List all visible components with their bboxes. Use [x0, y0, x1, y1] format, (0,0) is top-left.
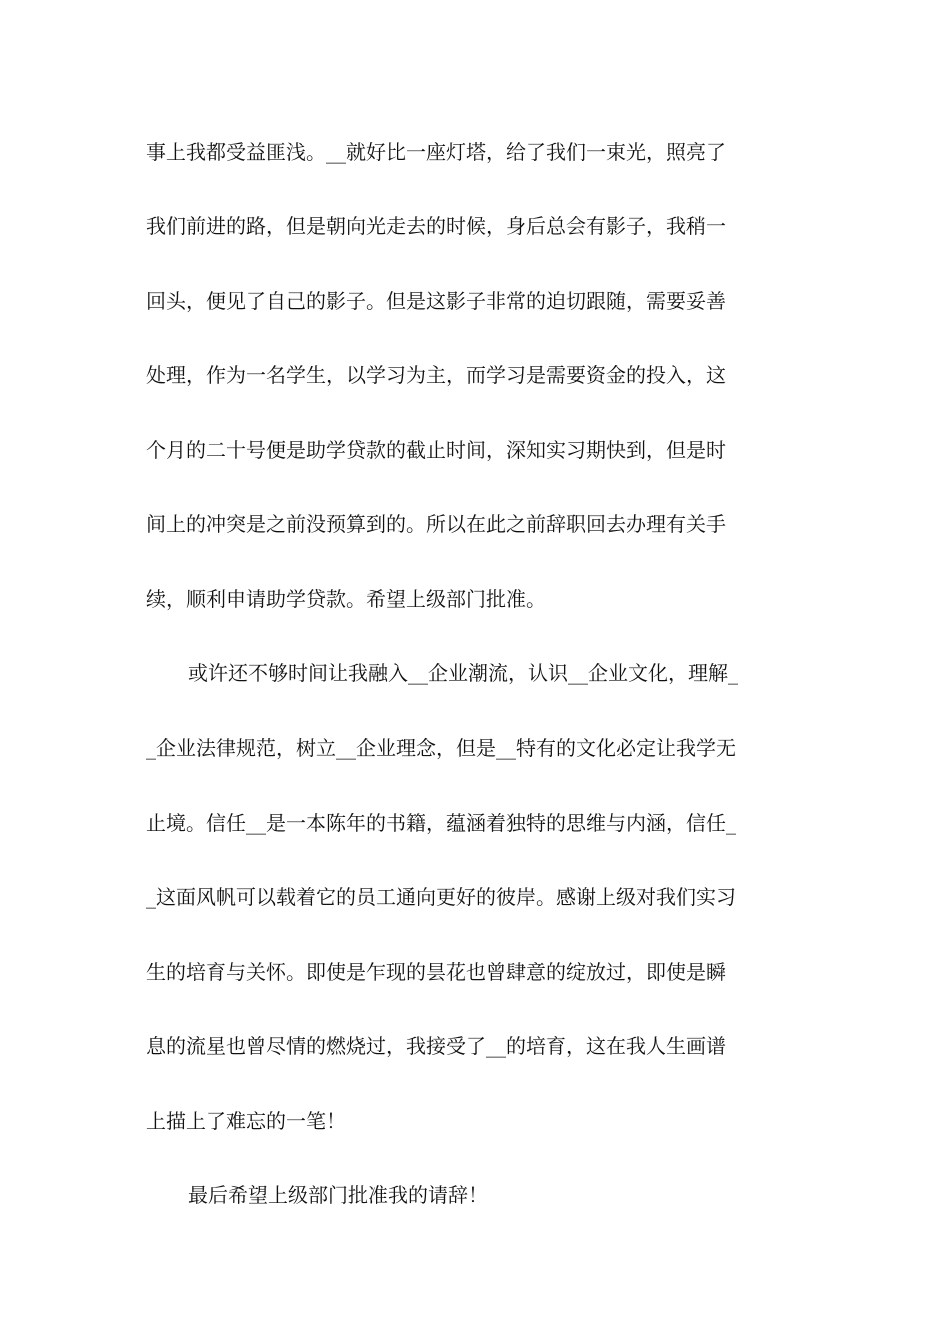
paragraph-line: 止境。信任__是一本陈年的书籍，蕴涵着独特的思维与内涵，信任_	[146, 811, 736, 835]
paragraph-line: 上描上了难忘的一笔！	[146, 1109, 346, 1133]
paragraph-line: 事上我都受益匪浅。__就好比一座灯塔，给了我们一束光，照亮了	[146, 140, 726, 164]
paragraph-line: 我们前进的路，但是朝向光走去的时候，身后总会有影子，我稍一	[146, 214, 726, 238]
paragraph-line: 回头，便见了自己的影子。但是这影子非常的迫切跟随，需要妥善	[146, 289, 726, 313]
paragraph-line: 间上的冲突是之前没预算到的。所以在此之前辞职回去办理有关手	[146, 512, 726, 536]
paragraph-line: 息的流星也曾尽情的燃烧过，我接受了__的培育，这在我人生画谱	[146, 1034, 726, 1058]
paragraph-line: _这面风帆可以载着它的员工通向更好的彼岸。感谢上级对我们实习	[146, 885, 736, 909]
paragraph-line: 处理，作为一名学生，以学习为主，而学习是需要资金的投入，这	[146, 363, 726, 387]
paragraph-line: 最后希望上级部门批准我的请辞！	[188, 1183, 488, 1207]
paragraph-line: 或许还不够时间让我融入__企业潮流，认识__企业文化，理解_	[188, 661, 738, 685]
paragraph-line: _企业法律规范，树立__企业理念，但是__特有的文化必定让我学无	[146, 736, 736, 760]
paragraph-line: 生的培育与关怀。即使是乍现的昙花也曾肆意的绽放过，即使是瞬	[146, 960, 726, 984]
paragraph-line: 个月的二十号便是助学贷款的截止时间，深知实习期快到，但是时	[146, 438, 726, 462]
paragraph-line: 续，顺利申请助学贷款。希望上级部门批准。	[146, 587, 546, 611]
